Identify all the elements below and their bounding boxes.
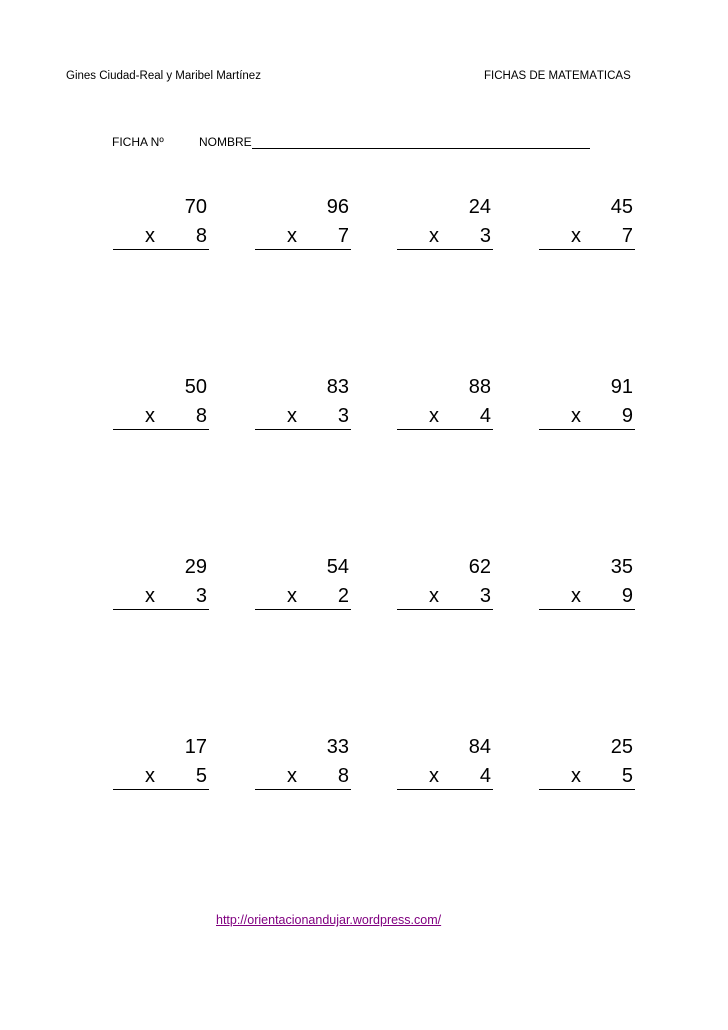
times-sign: x — [287, 585, 297, 607]
multiplication-problem — [113, 556, 209, 612]
multiplicand: 70 — [184, 196, 207, 218]
answer-line — [539, 789, 635, 790]
footer-website-link[interactable]: http://orientacionandujar.wordpress.com/ — [216, 913, 442, 927]
multiplier: 3 — [337, 405, 349, 427]
multiplicand: 88 — [468, 376, 491, 398]
multiplication-problem — [113, 196, 209, 252]
times-sign: x — [287, 225, 297, 247]
multiplication-problem — [539, 376, 635, 432]
multiplication-problem — [255, 196, 351, 252]
answer-line — [397, 429, 493, 430]
answer-line — [113, 789, 209, 790]
answer-line — [113, 429, 209, 430]
answer-line — [397, 249, 493, 250]
multiplier: 8 — [337, 765, 349, 787]
multiplicand: 17 — [184, 736, 207, 758]
multiplication-problem — [539, 196, 635, 252]
answer-line — [113, 249, 209, 250]
multiplicand: 91 — [610, 376, 633, 398]
multiplier: 7 — [621, 225, 633, 247]
multiplication-problem — [397, 736, 493, 792]
answer-line — [255, 609, 351, 610]
multiplier: 8 — [195, 225, 207, 247]
times-sign: x — [571, 405, 581, 427]
multiplier: 4 — [479, 765, 491, 787]
answer-line — [539, 429, 635, 430]
multiplier: 4 — [479, 405, 491, 427]
multiplicand: 84 — [468, 736, 491, 758]
times-sign: x — [145, 585, 155, 607]
multiplication-problem — [113, 376, 209, 432]
answer-line — [539, 609, 635, 610]
header-authors: Gines Ciudad-Real y Maribel Martínez — [66, 70, 261, 82]
multiplier: 2 — [337, 585, 349, 607]
answer-line — [255, 249, 351, 250]
multiplicand: 50 — [184, 376, 207, 398]
times-sign: x — [571, 585, 581, 607]
multiplication-problem — [539, 556, 635, 612]
answer-line — [255, 429, 351, 430]
multiplier: 3 — [479, 225, 491, 247]
multiplier: 5 — [195, 765, 207, 787]
multiplicand: 45 — [610, 196, 633, 218]
answer-line — [539, 249, 635, 250]
multiplier: 9 — [621, 405, 633, 427]
multiplier: 3 — [195, 585, 207, 607]
times-sign: x — [287, 405, 297, 427]
times-sign: x — [429, 405, 439, 427]
multiplication-problem — [255, 736, 351, 792]
nombre-label: NOMBRE — [199, 135, 252, 149]
multiplicand: 25 — [610, 736, 633, 758]
multiplication-problem — [255, 556, 351, 612]
multiplicand: 96 — [326, 196, 349, 218]
answer-line — [397, 789, 493, 790]
multiplication-problem — [255, 376, 351, 432]
nombre-answer-line — [252, 148, 590, 149]
multiplicand: 83 — [326, 376, 349, 398]
multiplication-problem — [539, 736, 635, 792]
times-sign: x — [571, 225, 581, 247]
answer-line — [113, 609, 209, 610]
multiplier: 7 — [337, 225, 349, 247]
ficha-label: FICHA Nº — [112, 135, 164, 149]
multiplication-problem — [113, 736, 209, 792]
multiplier: 9 — [621, 585, 633, 607]
multiplicand: 54 — [326, 556, 349, 578]
times-sign: x — [429, 225, 439, 247]
multiplicand: 33 — [326, 736, 349, 758]
times-sign: x — [571, 765, 581, 787]
multiplier: 8 — [195, 405, 207, 427]
times-sign: x — [429, 585, 439, 607]
times-sign: x — [145, 765, 155, 787]
times-sign: x — [429, 765, 439, 787]
header-title: FICHAS DE MATEMÁTICAS — [484, 70, 631, 82]
answer-line — [397, 609, 493, 610]
multiplicand: 35 — [610, 556, 633, 578]
times-sign: x — [145, 225, 155, 247]
answer-line — [255, 789, 351, 790]
multiplier: 5 — [621, 765, 633, 787]
times-sign: x — [287, 765, 297, 787]
multiplicand: 24 — [468, 196, 491, 218]
multiplication-problem — [397, 556, 493, 612]
multiplication-problem — [397, 376, 493, 432]
multiplicand: 62 — [468, 556, 491, 578]
multiplier: 3 — [479, 585, 491, 607]
multiplication-problem — [397, 196, 493, 252]
times-sign: x — [145, 405, 155, 427]
multiplicand: 29 — [184, 556, 207, 578]
